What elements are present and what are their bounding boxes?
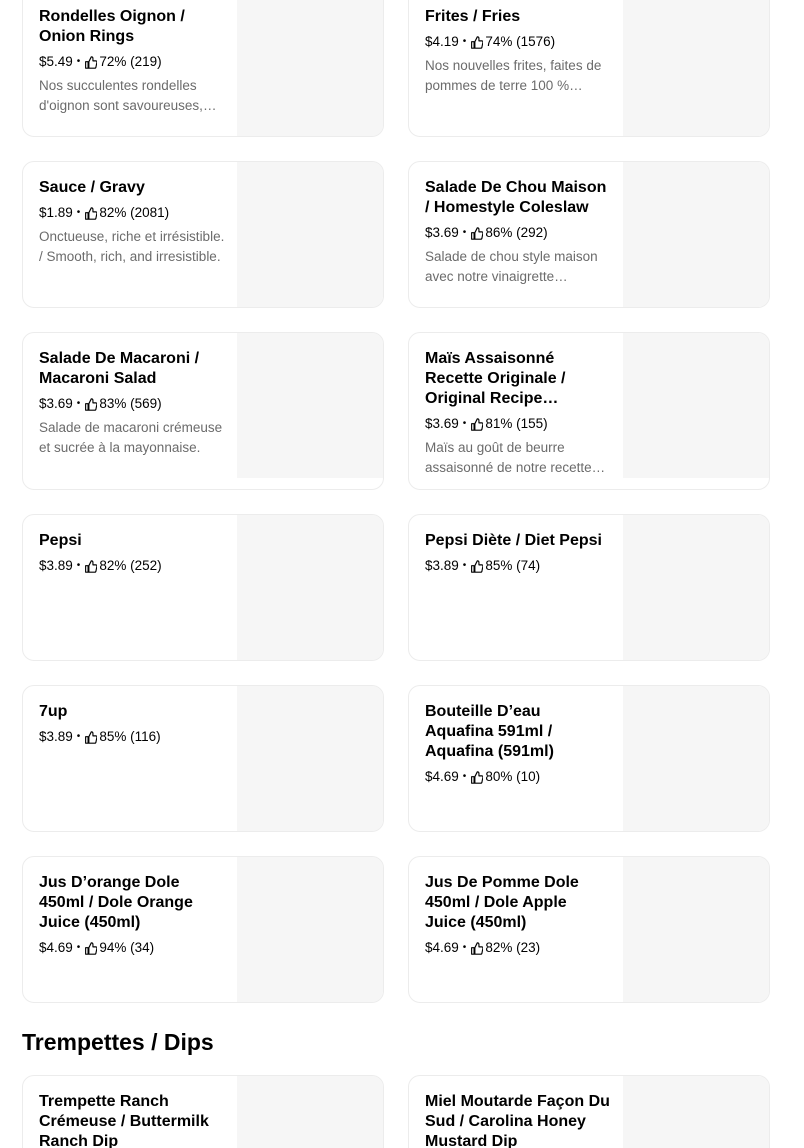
item-meta: $3.69 • 86% (292) <box>425 223 611 243</box>
item-title: Jus D’orange Dole 450ml / Dole Orange Juice (450ml) <box>39 874 193 931</box>
item-image <box>237 515 383 660</box>
thumbs-up-icon <box>470 227 483 240</box>
item-image <box>623 515 769 660</box>
menu-item-card[interactable] <box>408 1075 770 1148</box>
item-title: Rondelles Oignon / Onion Rings <box>39 8 185 45</box>
menu-item-card[interactable] <box>408 332 770 490</box>
item-title: Pepsi <box>39 532 82 549</box>
item-price: $4.69 <box>425 940 459 955</box>
item-meta: $3.89 • 85% (116) <box>39 727 225 747</box>
item-image <box>623 0 769 137</box>
item-meta: $4.69 • 82% (23) <box>425 938 611 958</box>
menu-item-card[interactable] <box>408 161 770 308</box>
menu-item-card[interactable] <box>22 514 384 661</box>
menu-item-card[interactable] <box>22 685 384 832</box>
section-title: Trempettes / Dips <box>22 1029 214 1055</box>
item-rating: 86% (292) <box>485 225 548 240</box>
item-price: $3.69 <box>425 225 459 240</box>
item-description: Onctueuse, riche et irrésistible. / Smooth, rich, and irresistible. <box>39 229 225 264</box>
item-rating: 83% (569) <box>99 396 162 411</box>
item-meta: $3.89 • 85% (74) <box>425 556 611 576</box>
menu-item-card[interactable] <box>408 856 770 1003</box>
item-meta: $4.69 • 94% (34) <box>39 938 225 958</box>
item-image <box>623 1076 769 1148</box>
menu-item-card[interactable] <box>22 332 384 490</box>
menu-item-card[interactable] <box>408 685 770 832</box>
item-meta: $1.89 • 82% (2081) <box>39 203 225 223</box>
item-rating: 82% (252) <box>99 558 162 573</box>
item-title: Miel Moutarde Façon Du Sud / Carolina Honey Mustard Dip <box>425 1093 610 1148</box>
item-title: 7up <box>39 703 68 720</box>
menu-item-card[interactable] <box>408 0 770 137</box>
thumbs-up-icon <box>470 36 483 49</box>
item-price: $5.49 <box>39 54 73 69</box>
item-title: Jus De Pomme Dole 450ml / Dole Apple Juice (450ml) <box>425 874 579 931</box>
item-description: Nos succulentes rondelles d'oignon sont savoureuses, <box>39 78 203 113</box>
item-rating: 94% (34) <box>99 940 155 955</box>
thumbs-up-icon <box>84 560 97 573</box>
thumbs-up-icon <box>84 207 97 220</box>
item-image <box>237 686 383 831</box>
thumbs-up-icon <box>470 771 483 784</box>
item-description: Maïs au goût de beurre assaisonné de notre recette <box>425 440 592 475</box>
item-title: Bouteille D’eau Aquafina 591ml / Aquafina (591ml) <box>425 703 554 760</box>
item-image <box>237 0 383 137</box>
item-price: $3.69 <box>39 396 73 411</box>
item-price: $3.89 <box>39 729 73 744</box>
item-meta: $4.19 • 74% (1576) <box>425 32 611 52</box>
item-price: $1.89 <box>39 205 73 220</box>
thumbs-up-icon <box>84 56 97 69</box>
thumbs-up-icon <box>84 731 97 744</box>
item-image <box>237 162 383 307</box>
item-meta: $5.49 • 72% (219) <box>39 52 225 72</box>
item-title: Salade De Chou Maison / Homestyle Coleslaw <box>425 179 607 216</box>
item-image <box>237 857 383 1002</box>
thumbs-up-icon <box>84 398 97 411</box>
thumbs-up-icon <box>470 942 483 955</box>
item-image <box>237 333 383 478</box>
item-meta: $3.89 • 82% (252) <box>39 556 225 576</box>
menu-item-card[interactable] <box>22 161 384 308</box>
item-rating: 80% (10) <box>485 769 541 784</box>
item-image <box>237 1076 383 1148</box>
item-description: Salade de chou style maison avec notre vinaigrette <box>425 249 598 284</box>
item-rating: 85% (116) <box>99 729 161 744</box>
item-rating: 72% (219) <box>99 54 162 69</box>
item-meta: $4.69 • 80% (10) <box>425 767 611 787</box>
item-description: Nos nouvelles frites, faites de pommes de terre 100 % <box>425 58 602 93</box>
item-price: $4.19 <box>425 34 459 49</box>
item-price: $3.89 <box>425 558 459 573</box>
item-price: $3.89 <box>39 558 73 573</box>
item-image <box>623 333 769 478</box>
item-meta: $3.69 • 81% (155) <box>425 414 611 434</box>
menu-item-card[interactable] <box>22 0 384 137</box>
item-rating: 85% (74) <box>485 558 541 573</box>
thumbs-up-icon <box>470 560 483 573</box>
item-image <box>623 686 769 831</box>
item-price: $3.69 <box>425 416 459 431</box>
menu-item-card[interactable] <box>22 856 384 1003</box>
item-price: $4.69 <box>425 769 459 784</box>
item-title: Maïs Assaisonné Recette Originale / Original Recipe <box>425 350 566 407</box>
item-rating: 81% (155) <box>485 416 548 431</box>
item-title: Salade De Macaroni / Macaroni Salad <box>39 350 200 387</box>
item-title: Pepsi Diète / Diet Pepsi <box>425 532 602 549</box>
item-title: Sauce / Gravy <box>39 179 145 196</box>
item-rating: 74% (1576) <box>485 34 556 49</box>
item-image <box>623 162 769 307</box>
thumbs-up-icon <box>470 418 483 431</box>
item-price: $4.69 <box>39 940 73 955</box>
item-title: Frites / Fries <box>425 8 521 25</box>
item-description: Salade de macaroni crémeuse et sucrée à la mayonnaise. <box>39 420 223 455</box>
item-rating: 82% (23) <box>485 940 541 955</box>
item-meta: $3.69 • 83% (569) <box>39 394 225 414</box>
thumbs-up-icon <box>84 942 97 955</box>
menu-item-card[interactable] <box>408 514 770 661</box>
menu-item-card[interactable] <box>22 1075 384 1148</box>
item-title: Trempette Ranch Crémeuse / Buttermilk Ranch Dip <box>39 1093 209 1148</box>
item-rating: 82% (2081) <box>99 205 170 220</box>
item-image <box>623 857 769 1002</box>
